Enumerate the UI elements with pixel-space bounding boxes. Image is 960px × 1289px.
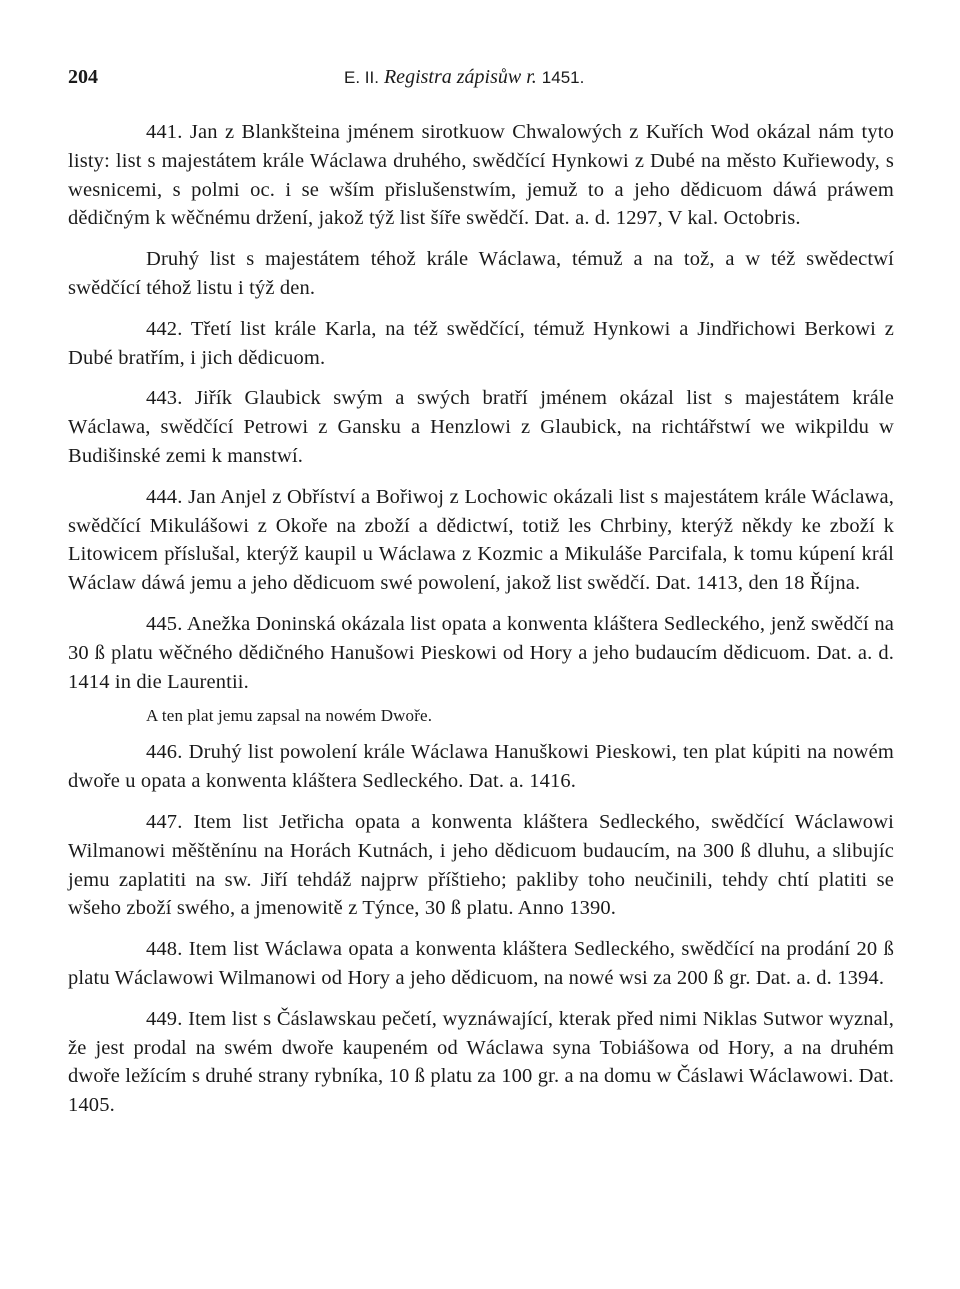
entry-447 (68, 808, 894, 923)
entry-text: Item list Wáclawa opata a konwenta kláštera Sedleckého, swědčící na prodání 20 ß platu Wáclawowi Wilmanowi od Hory a jeho dědicuom, na nowé wsi za 200 ß gr. Dat. a. d. 1394. (68, 938, 894, 989)
entry-441 (68, 118, 894, 233)
entries-list (68, 118, 894, 1120)
entry-449 (68, 1005, 894, 1120)
entry-text: Druhý list powolení krále Wáclawa Hanuškowi Pieskowi, ten plat kúpiti na nowém dwoře u opata a konwenta kláštera Sedleckého. Dat. a. 1416. (68, 741, 894, 793)
entry-number: 445. (146, 612, 183, 635)
running-head (68, 66, 894, 102)
entry-448 (68, 935, 894, 993)
entry-443 (68, 384, 894, 470)
entry-text: Anežka Doninská okázala list opata a konwenta kláštera Sedleckého, jenž swědčí na 30 ß platu wěčného dědičného Hanušowi Pieskowi od Hory a jeho budaucím dědicuom. Dat. a. d. 1414 in die Laurentii. (68, 612, 894, 693)
entry-text: Jan Anjel z Obříství a Bořiwoj z Lochowic okázali list s majestátem krále Wáclawa, swědčící Mikulášowi z Okoře na zboží a dědictwí, totiž les Chrbiny, kterýž někdy ke zboží k Litowicem příslušal, kterýž kaupil u Wáclawa z Kozmic a Mikuláše Parcifala, k tomu kúpení král Wáclaw dáwá jemu a jeho dědicuom swé powolení, jakož list swědčí. Dat. 1413, den 18 Října. (68, 485, 894, 595)
register-title: Registra zápisůw r. (383, 66, 537, 88)
document-page (68, 66, 894, 1132)
entry-text: Jan z Blankšteina jménem sirotkuow Chwalowých z Kuřích Wod okázal nám tyto listy: list s majestátem krále Wáclawa druhého, swědčící Hynkowi z Dubé na město Kuřiewody, s wesnicemi, s polmi oc. i se wším přislušenstwím, jemuž to a jeho dědicuom dáwá práwem dědičným k wěčnému držení, jakož týž list šíře swědčí. Dat. a. d. 1297, V kal. Octobris. (68, 121, 894, 230)
entry-text: Druhý list s majestátem téhož krále Wáclawa, témuž a na tož, a w též swědectwí swědčící téhož listu i týž den. (68, 248, 894, 299)
entry-text: A ten plat jemu zapsal na nowém Dwoře. (146, 706, 433, 726)
entry-text: Item list Jetřicha opata a konwenta kláštera Sedleckého, swědčící Wáclawowi Wilmanowi měštěnínu na Horách Kutnách, i jeho dědicuom budaucím, na 300 ß dluhu, a slibujíc jemu zaplatiti na sw. Jiří tehdáž najprw příštieho; pakliby toho neučinili, tehdy chtí platiti se wšeho zboží swého, a jmenowitě z Týnce, 30 ß platu. Anno 1390. (68, 810, 894, 920)
entry-444 (68, 483, 894, 598)
entry-number: 444. (146, 485, 183, 508)
entry-text: Třetí list krále Karla, na též swědčící, témuž Hynkowi a Jindřichowi Berkowi z Dubé bratřím, i jich dědicuom. (68, 317, 895, 369)
entry-number: 441. (146, 121, 183, 143)
entry-number: 446. (146, 741, 183, 764)
entry-text: Jiřík Glaubick swým a swých bratří jménem okázal list s majestátem krále Wáclawa, swědčící Petrowi z Gansku a Henzlowi z Glaubick, na richtářstwí we wikpildu w Budišinské zemi k manstwí. (68, 387, 894, 467)
entry-446 (68, 738, 894, 796)
entry-number: 448. (146, 938, 183, 961)
running-title (308, 66, 894, 89)
register-year: 1451. (541, 68, 585, 87)
entry-number: 449. (146, 1007, 183, 1030)
entry-445-note (68, 704, 894, 728)
entry-number: 447. (146, 810, 183, 833)
entry-number: 443. (146, 387, 183, 410)
entry-442 (68, 315, 894, 373)
entry-number: 442. (146, 317, 183, 340)
entry-441-second-letter (68, 245, 894, 303)
page-number: 204 (68, 66, 98, 88)
entry-445 (68, 610, 894, 696)
entry-text: Item list s Čáslawskau pečetí, wyznáwající, kterak před nimi Niklas Sutwor wyznal, že jest prodal na swém dwoře kaupeném od Wáclawa syna Tobiášowa od Hory, a na druhém dwoře ležícím s druhé strany rybníka, 10 ß platu za 100 gr. a na domu w Čáslawi Wáclawowi. Dat. 1405. (68, 1007, 894, 1117)
part-label: E. II. (344, 68, 379, 87)
